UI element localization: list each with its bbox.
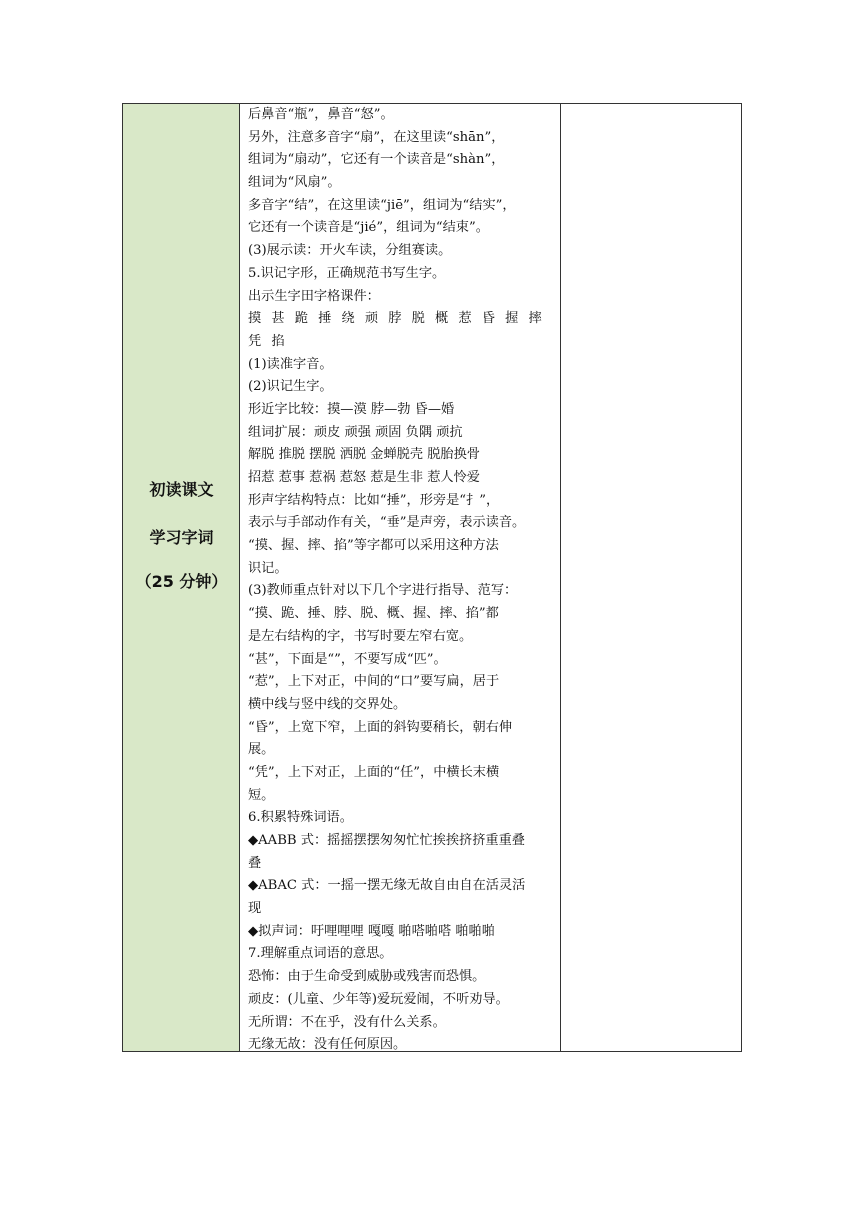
content-line: 组词为“风扇”。 <box>248 175 341 191</box>
content-line: 出示生字田字格课件： <box>248 288 380 304</box>
content-line: 7.理解重点词语的意思。 <box>248 946 393 962</box>
content-line: 表示与手部动作有关，“垂”是声旁，表示读音。 <box>248 515 526 531</box>
content-line: (3)教师重点针对以下几个字进行指导、范写： <box>248 583 518 599</box>
content-lines <box>248 104 554 1051</box>
content-line: 形声字结构特点：比如“捶”，形旁是“扌”， <box>248 492 500 508</box>
teaching-content-cell <box>240 104 561 1051</box>
content-line: 后鼻音“瓶”，鼻音“怒”。 <box>248 107 394 122</box>
content-line: 形近字比较：摸—漠 脖—勃 昏—婚 <box>248 401 455 417</box>
content-line: ◆ABAC 式：一摇一摆无缘无故自由自在活灵活 <box>248 878 526 894</box>
content-line: 招惹 惹事 惹祸 惹怒 惹是生非 惹人怜爱 <box>248 470 480 485</box>
stage-subtitle: 学习字词 <box>149 528 214 547</box>
content-line: “甚”，下面是“”，不要写成“匹”。 <box>248 651 447 667</box>
content-line: “凭”，上下对正，上面的“任”，中横长末横 <box>248 764 500 780</box>
content-line: 另外，注意多音字“扇”，在这里读“shān”， <box>248 129 505 145</box>
content-line: 它还有一个读音是“jié”，组词为“结束”。 <box>248 220 489 236</box>
content-line: “摸、跪、捶、脖、脱、概、握、摔、掐”都 <box>248 606 499 622</box>
content-line: 组词为“扇动”，它还有一个读音是“shàn”， <box>248 152 505 168</box>
notes-cell <box>561 104 743 1051</box>
content-line: “昏”，上宽下窄，上面的斜钩要稍长，朝右伸 <box>248 719 513 735</box>
content-line: ◆AABB 式：摇摇摆摆匆匆忙忙挨挨挤挤重重叠 <box>248 833 525 848</box>
content-line: 是左右结构的字，书写时要左窄右宽。 <box>248 628 473 644</box>
content-line: 展。 <box>248 742 275 758</box>
content-line: (1)读准字音。 <box>248 356 333 372</box>
content-line: 解脱 推脱 摆脱 洒脱 金蝉脱壳 脱胎换骨 <box>248 447 480 463</box>
stage-duration: （25 分钟） <box>135 572 228 591</box>
content-line: 横中线与竖中线的交界处。 <box>248 696 407 712</box>
content-line: 组词扩展：顽皮 顽强 顽固 负隅 顽抗 <box>248 424 463 440</box>
content-line: 恐怖：由于生命受到威胁或残害而恐惧。 <box>248 969 486 985</box>
content-line: 现 <box>248 901 262 917</box>
content-line: 识记。 <box>248 560 288 576</box>
content-line: 摸 甚 跪 捶 绕 顽 脖 脱 概 惹 昏 握 摔 <box>248 311 545 327</box>
content-line: 叠 <box>248 855 262 871</box>
content-line: 无所谓：不在乎，没有什么关系。 <box>248 1014 446 1030</box>
content-line: 6.积累特殊词语。 <box>248 810 353 826</box>
content-line: 5.识记字形，正确规范书写生字。 <box>248 265 446 281</box>
content-line: 短。 <box>248 787 275 803</box>
stage-title: 初读课文 <box>149 480 214 499</box>
content-line: (2)识记生字。 <box>248 379 333 395</box>
content-line: “摸、握、摔、掐”等字都可以采用这种方法 <box>248 538 499 554</box>
content-line: (3)展示读：开火车读，分组赛读。 <box>248 243 452 259</box>
content-line: 顽皮：(儿童、少年等)爱玩爱闹，不听劝导。 <box>248 991 509 1007</box>
content-line: “惹”，上下对正，中间的“口”要写扁，居于 <box>248 674 500 690</box>
lesson-table <box>122 103 742 1052</box>
content-line: 凭 掐 <box>248 333 288 349</box>
content-line: ◆拟声词：吁哩哩哩 嘎嘎 啪嗒啪嗒 啪啪啪 <box>248 923 495 939</box>
content-line: 无缘无故：没有任何原因。 <box>248 1037 407 1051</box>
content-line: 多音字“结”，在这里读“jiē”，组词为“结实”， <box>248 197 516 213</box>
stage-label-cell <box>123 104 240 1051</box>
